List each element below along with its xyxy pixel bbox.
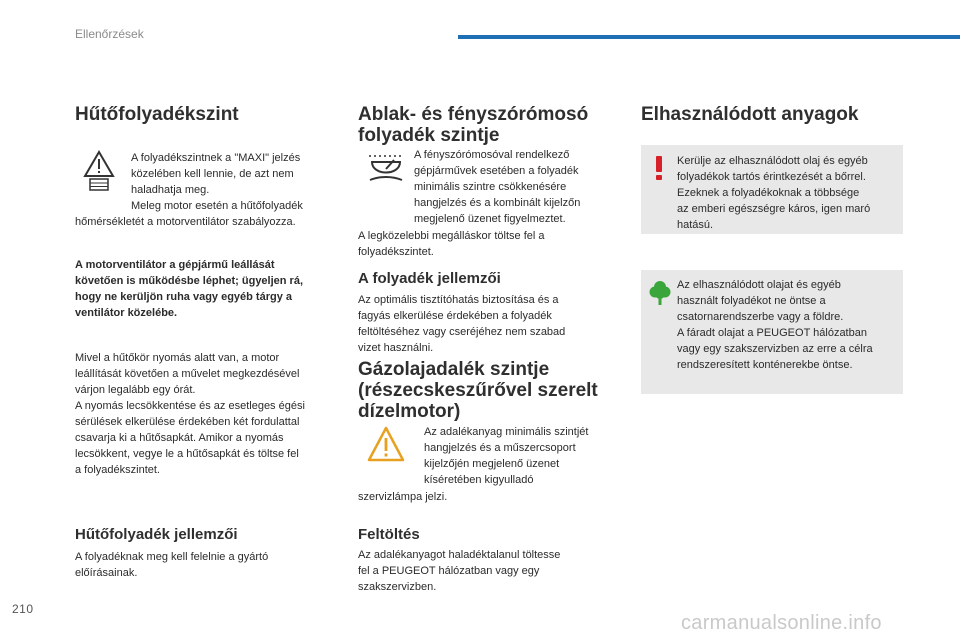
environment-line: rendszeresített konténerekbe öntse. [677, 359, 853, 371]
skin-contact-line: folyadékok tartós érintkezését a bőrrel. [677, 171, 866, 183]
section-title: Ellenőrzések [75, 27, 144, 41]
environment-line: használt folyadékot ne öntse a [677, 295, 826, 307]
environment-line: vagy egy szakszervizben az erre a célra [677, 343, 873, 355]
coolant-spec-heading: Hűtőfolyadék jellemzői [75, 526, 238, 543]
fan-warning: A motorventilátor a gépjármű leállását követően is működésbe léphet; ügyeljen rá, hogy ne kerüljön ruha vagy egyéb tárgy a ventilátor közelébe. [75, 259, 304, 319]
coolant-warning-icon [82, 148, 116, 192]
diesel-additive-text: Az adalékanyag minimális szintjét hangjelzés és a műszercsoport kijelzőjén megjelenő üzenet kíséretében kigyulladó [424, 426, 589, 486]
used-materials-heading: Elhasználódott anyagok [641, 104, 859, 125]
pressure-instructions: Mivel a hűtőkör nyomás alatt van, a motor leállítását követően a művelet megkezdésével várjon legalább egy órát. A nyomás lecsökkentése és az esetleges égési sérülések elkerülése érdekében két fordulattal csavarja ki a hűtősapkát. Amikor a nyomás lecsökkent, vegye le a hűtősapkát és töltse fel a folyadékszintet. [75, 352, 305, 476]
diesel-additive-tail: szervizlámpa jelzi. [358, 491, 448, 503]
environment-notice-box [641, 270, 903, 394]
environment-line: A fáradt olajat a PEUGEOT hálózatban [677, 327, 867, 339]
watermark: carmanualsonline.info [681, 612, 882, 634]
refill-text: Az adalékanyagot haladéktalanul töltesse fel a PEUGEOT hálózatban vagy egy szakszervizben. [358, 549, 561, 593]
skin-contact-line: hatású. [677, 219, 714, 231]
exclamation-icon [651, 155, 667, 181]
coolant-intro-tail: hőmérsékletét a motorventilátor szabályozza. [75, 216, 296, 228]
tree-icon [649, 280, 671, 306]
skin-contact-line: Kerülje az elhasználódott olaj és egyéb [677, 155, 868, 167]
page-number: 210 [12, 602, 34, 616]
coolant-spec-text: A folyadéknak meg kell felelnie a gyártó előírásainak. [75, 551, 269, 579]
diesel-additive-heading: Gázolajadalék szintje (részecskeszűrővel szerelt dízelmotor) [358, 359, 598, 422]
coolant-heading: Hűtőfolyadékszint [75, 104, 239, 125]
washer-intro-tail: A legközelebbi megálláskor töltse fel a folyadékszintet. [358, 230, 545, 258]
refill-heading: Feltöltés [358, 526, 420, 543]
washer-fluid-icon [366, 152, 406, 186]
environment-line: Az elhasználódott olajat és egyéb [677, 279, 841, 291]
skin-contact-line: Ezeknek a folyadékoknak a többsége [677, 187, 860, 199]
washer-intro: A fényszórómosóval rendelkező gépjárművek esetében a folyadék minimális szintre csökkenésére hangjelzés és a kombinált kijelzőn megjelenő üzenet figyelmeztet. [414, 149, 581, 225]
skin-contact-line: az emberi egészségre káros, igen maró [677, 203, 871, 215]
washer-spec-heading: A folyadék jellemzői [358, 270, 501, 287]
environment-line: csatornarendszerbe vagy a földre. [677, 311, 844, 323]
header-accent-bar [458, 35, 960, 39]
washer-heading: Ablak- és fényszórómosó folyadék szintje [358, 104, 589, 146]
coolant-intro: A folyadékszintnek a "MAXI" jelzés közelében kell lennie, de azt nem haladhatja meg. Meleg motor esetén a hűtőfolyadék [131, 152, 303, 212]
warning-triangle-icon [366, 424, 406, 464]
washer-spec-text: Az optimális tisztítóhatás biztosítása és a fagyás elkerülése érdekében a folyadék feltöltéséhez vagy cseréjéhez nem szabad vizet használni. [358, 294, 566, 354]
skin-contact-warning-box [641, 145, 903, 234]
